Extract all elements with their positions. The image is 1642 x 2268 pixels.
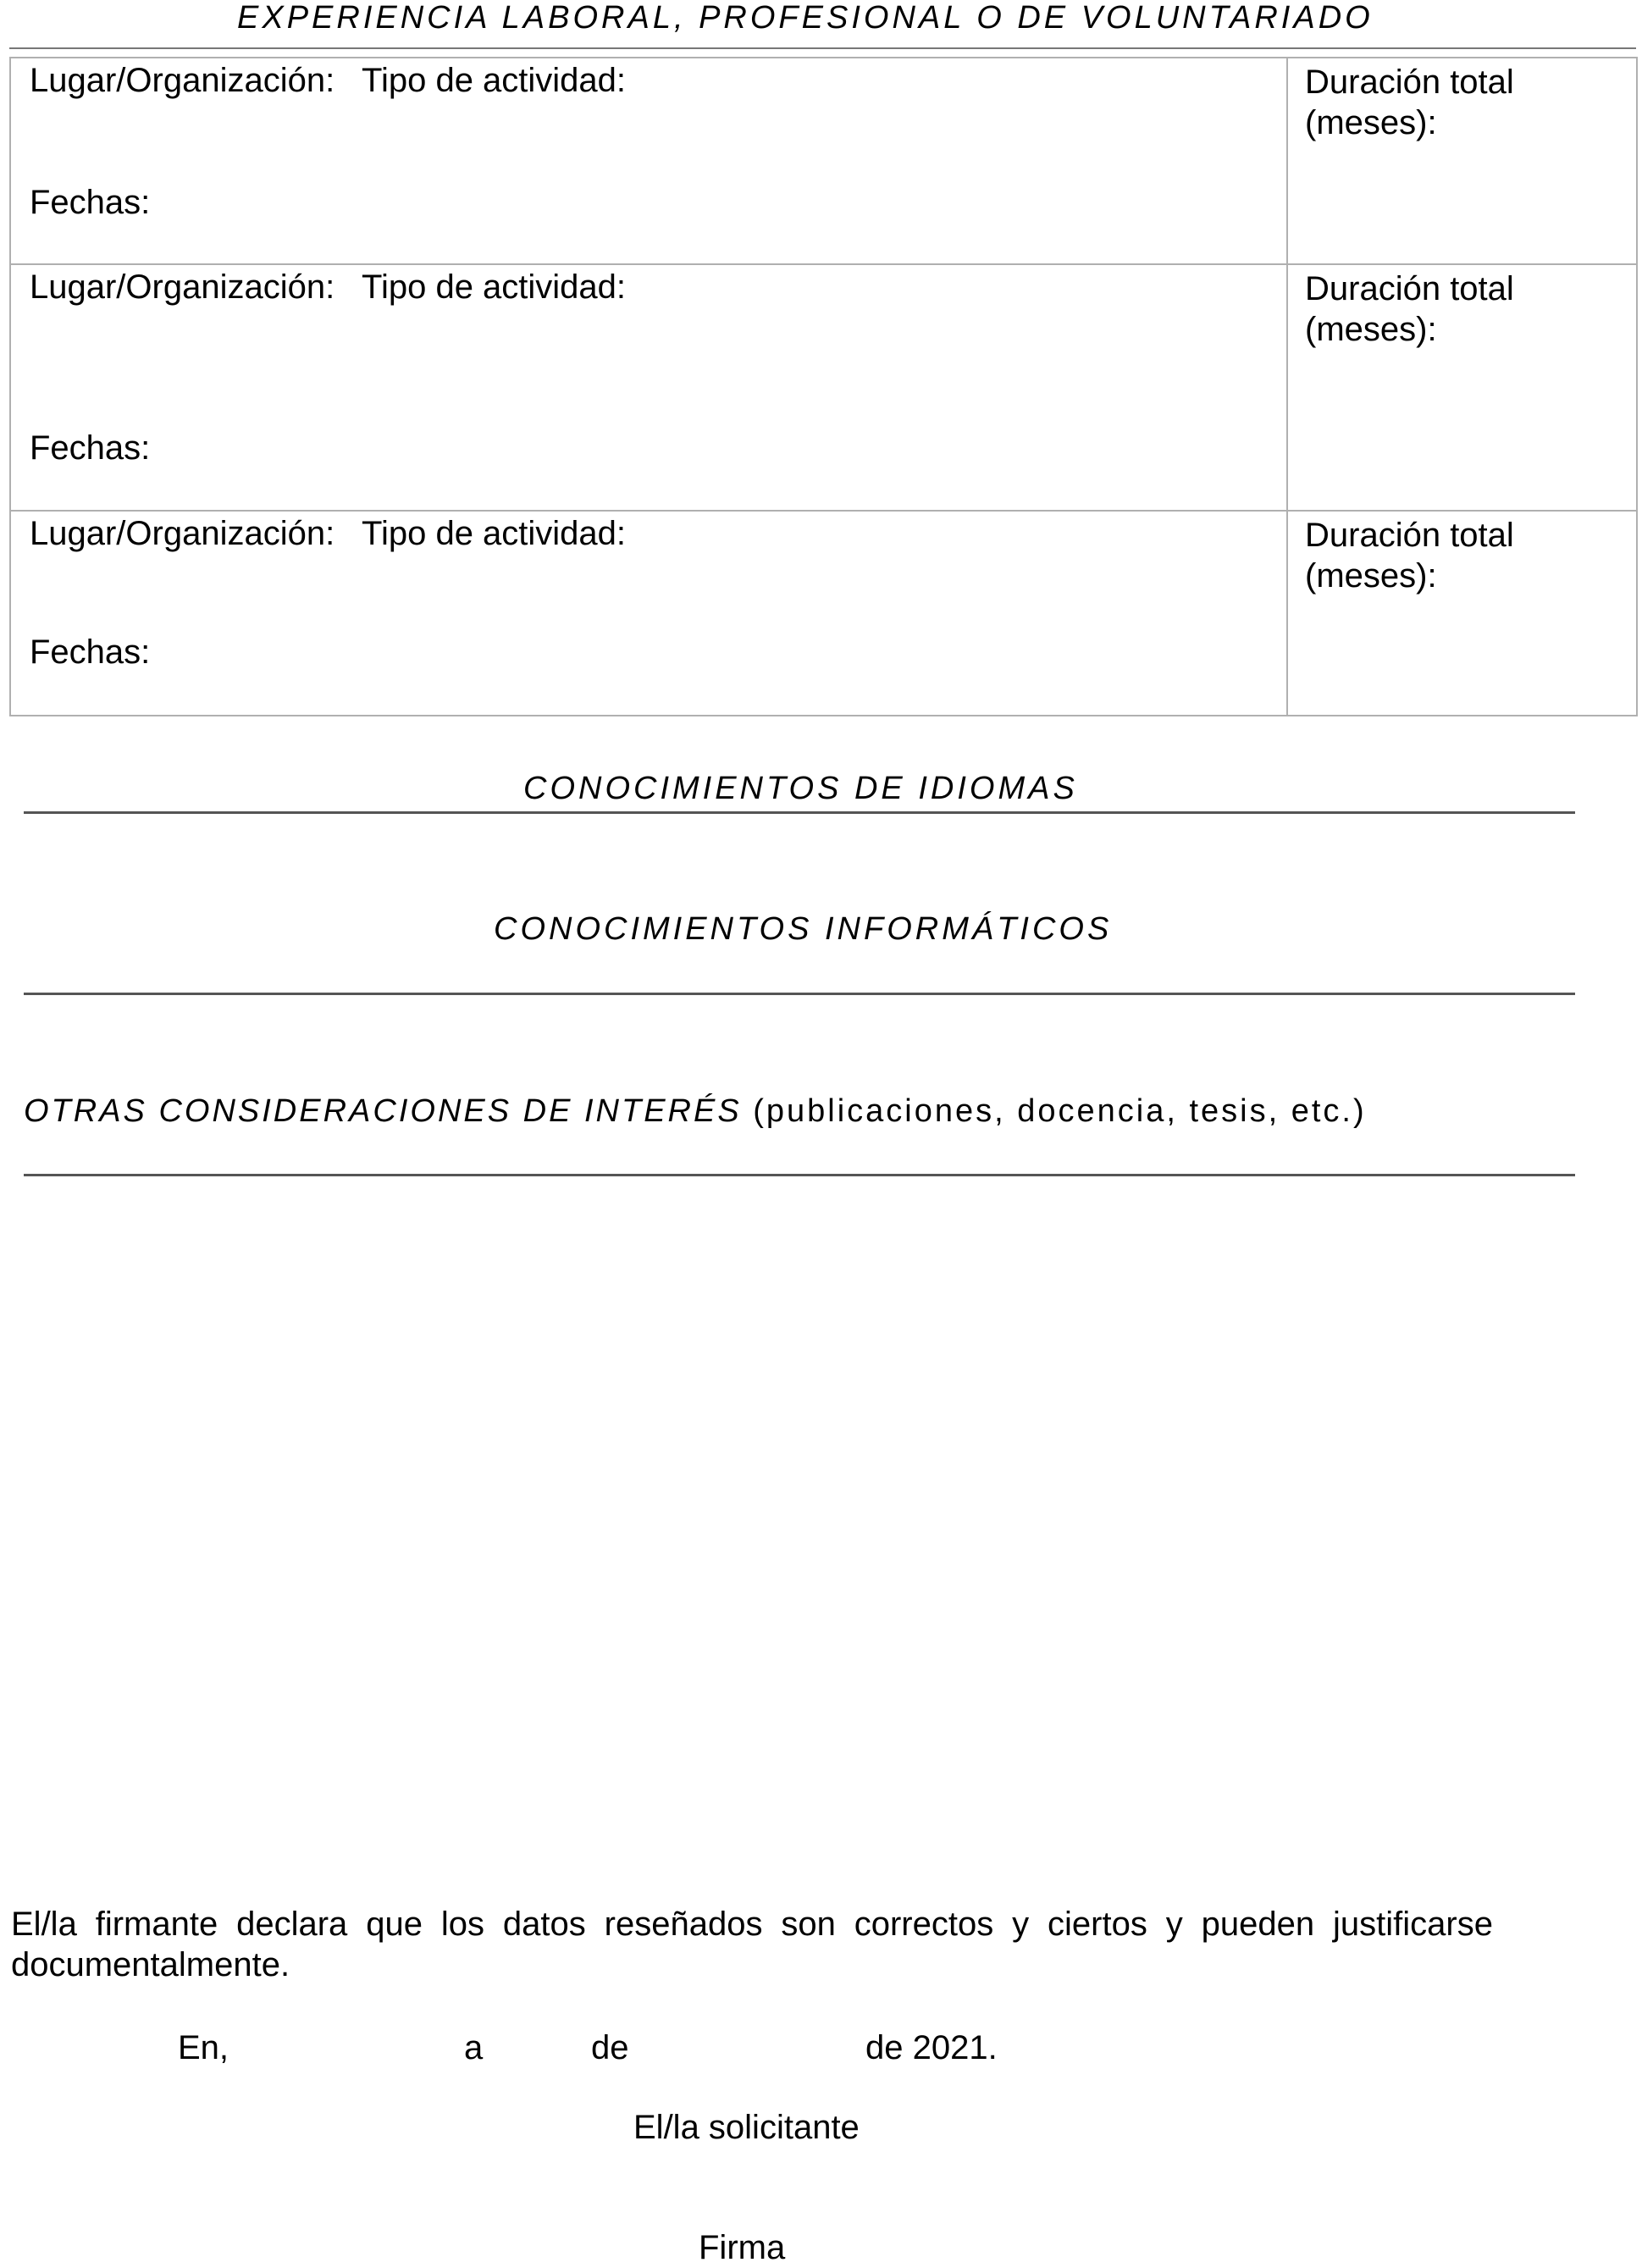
otras-section-subtitle: (publicaciones, docencia, tesis, etc.) — [753, 1093, 1367, 1129]
experiencia-title-rule — [9, 47, 1636, 49]
declaration-text: El/la firmante declara que los datos reseñados son correctos y ciertos y pueden justificarse documentalmente. — [11, 1906, 1493, 1983]
month-label: de — [591, 2029, 629, 2066]
otras-section-title: OTRAS CONSIDERACIONES DE INTERÉS — [24, 1093, 742, 1129]
informaticos-rule — [24, 993, 1575, 995]
duracion-line1: Duración total — [1305, 64, 1514, 101]
experiencia-section-title: EXPERIENCIA LABORAL, PROFESIONAL O DE VOLUNTARIADO — [237, 0, 1374, 36]
otras-section-heading — [24, 1093, 1367, 1130]
tipo-actividad-label: Tipo de actividad: — [362, 268, 627, 306]
fechas-label: Fechas: — [30, 633, 151, 671]
idiomas-section-title: CONOCIMIENTOS DE IDIOMAS — [523, 771, 1078, 806]
experience-row — [10, 511, 1637, 716]
duracion-line1: Duración total — [1305, 517, 1514, 554]
tipo-actividad-label: Tipo de actividad: — [362, 515, 627, 552]
experience-main-cell[interactable] — [10, 511, 1287, 716]
duracion-cell[interactable] — [1287, 58, 1637, 264]
duracion-total-label — [1305, 62, 1514, 143]
experience-main-cell[interactable] — [10, 264, 1287, 511]
duracion-line2: (meses): — [1305, 311, 1437, 348]
lugar-organizacion-label: Lugar/Organización: — [30, 62, 335, 99]
duracion-cell[interactable] — [1287, 511, 1637, 716]
duracion-total-label — [1305, 268, 1514, 350]
lugar-organizacion-label: Lugar/Organización: — [30, 515, 335, 552]
fechas-label: Fechas: — [30, 429, 151, 467]
duracion-cell[interactable] — [1287, 264, 1637, 511]
lugar-organizacion-label: Lugar/Organización: — [30, 268, 335, 306]
experience-table — [9, 57, 1638, 716]
duracion-line1: Duración total — [1305, 270, 1514, 307]
day-label: a — [464, 2029, 484, 2066]
duracion-line2: (meses): — [1305, 557, 1437, 595]
experience-row — [10, 58, 1637, 264]
year-label: de 2021. — [865, 2029, 998, 2066]
firma-label: Firma — [699, 2229, 786, 2266]
experience-row — [10, 264, 1637, 511]
idiomas-rule — [24, 811, 1575, 814]
otras-rule — [24, 1174, 1575, 1176]
fechas-label: Fechas: — [30, 184, 151, 221]
tipo-actividad-label: Tipo de actividad: — [362, 62, 627, 99]
informaticos-section-title: CONOCIMIENTOS INFORMÁTICOS — [494, 911, 1113, 947]
experience-main-cell[interactable] — [10, 58, 1287, 264]
place-label: En, — [178, 2029, 229, 2066]
solicitante-label: El/la solicitante — [633, 2109, 860, 2146]
duracion-total-label — [1305, 515, 1514, 596]
duracion-line2: (meses): — [1305, 104, 1437, 141]
